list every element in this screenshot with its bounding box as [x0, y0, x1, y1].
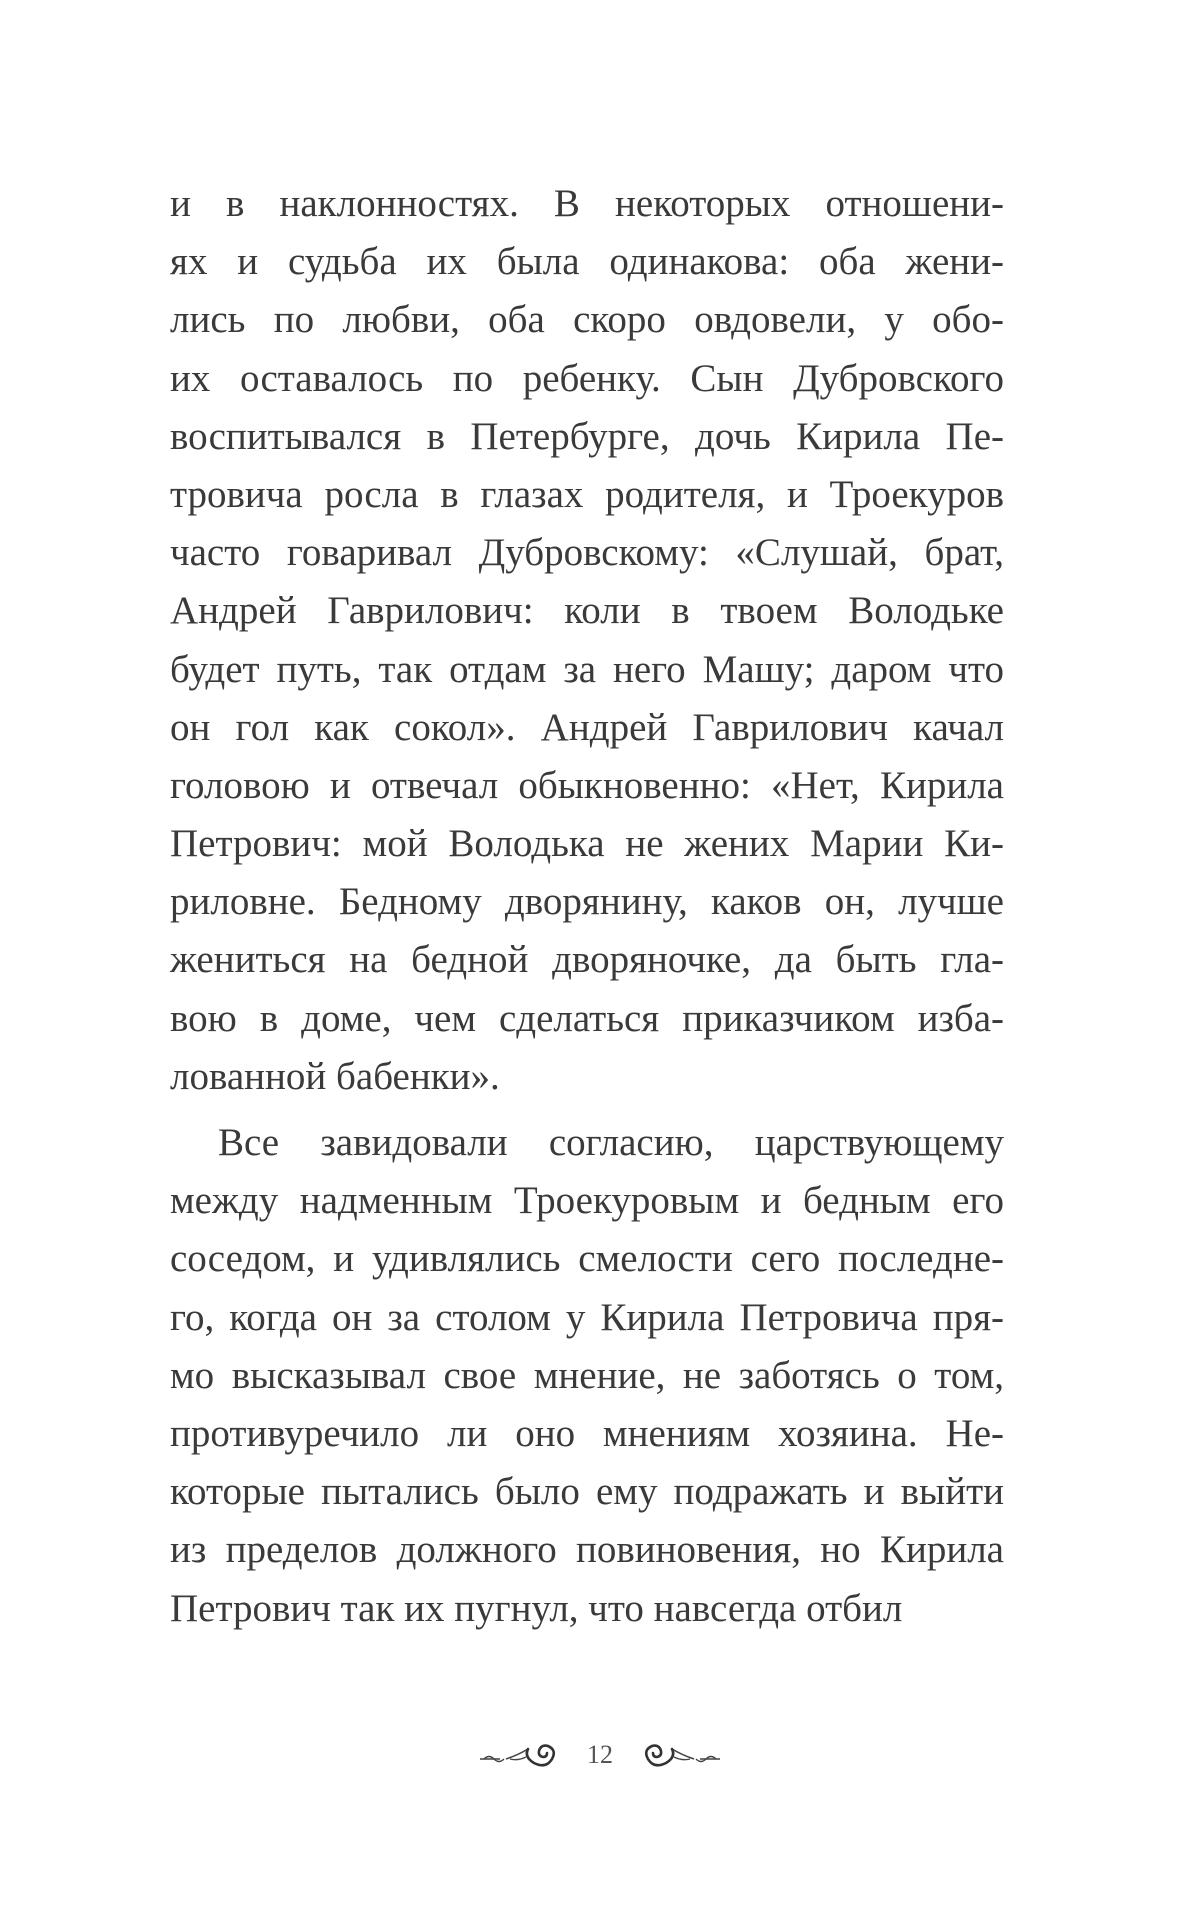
text-line: Петрович так их пугнул, что навсегда отбил [170, 1586, 903, 1630]
text-line: Петрович: мой Володька не жених Марии Ки- [170, 822, 1004, 866]
text-line: головою и отвечал обыкновенно: «Нет, Кирила [170, 763, 1004, 807]
text-line: мо высказывал свое мнение, не заботясь о том, [170, 1353, 1004, 1397]
text-line: их оставалось по ребенку. Сын Дубровского [170, 356, 1004, 400]
text-line: и в наклонностях. В некоторых отношени- [170, 182, 1004, 225]
text-line: часто говаривал Дубровскому: «Слушай, брат, [170, 531, 1004, 575]
text-line: риловне. Бедному дворянину, каков он, лучше [170, 880, 1004, 924]
text-line: ях и судьба их была одинакова: оба жени- [170, 240, 1004, 284]
text-line: го, когда он за столом у Кирила Петровича пря- [170, 1295, 1004, 1339]
text-line: будет путь, так отдам за него Машу; даром что [170, 647, 1004, 691]
page-number: 12 [587, 1740, 613, 1769]
text-line: лись по любви, оба скоро овдовели, у обо- [170, 298, 1004, 342]
body-text [170, 175, 1004, 1638]
folio [0, 1735, 1200, 1785]
text-line: жениться на бедной дворяночке, да быть гла- [170, 938, 1004, 982]
text-line: воспитывался в Петербурге, дочь Кирила Пе- [170, 414, 1004, 458]
text-line: вою в доме, чем сделаться приказчиком изба- [170, 996, 1004, 1040]
text-line: соседом, и удивлялись смелости сего последне- [170, 1237, 1004, 1281]
text-line: между надменным Троекуровым и бедным его [170, 1179, 1004, 1223]
left-scroll-ornament-icon [478, 1735, 573, 1775]
text-line: противуречило ли оно мнениям хозяина. Не- [170, 1411, 1004, 1455]
text-line: Все завидовали согласию, царствующему [218, 1121, 1004, 1164]
text-line: тровича росла в глазах родителя, и Троекуров [170, 472, 1004, 516]
paragraph [170, 175, 1004, 1106]
text-line: из пределов должного повиновения, но Кирила [170, 1528, 1004, 1572]
paragraph-gap [170, 1106, 1004, 1114]
text-line: которые пытались было ему подражать и выйти [170, 1470, 1004, 1514]
right-scroll-ornament-icon [627, 1735, 722, 1775]
text-line: Андрей Гаврилович: коли в твоем Володьке [170, 589, 1004, 633]
paragraph [170, 1114, 1004, 1638]
text-line: он гол как сокол». Андрей Гаврилович качал [170, 705, 1004, 749]
text-line: лованной бабенки». [170, 1054, 500, 1098]
